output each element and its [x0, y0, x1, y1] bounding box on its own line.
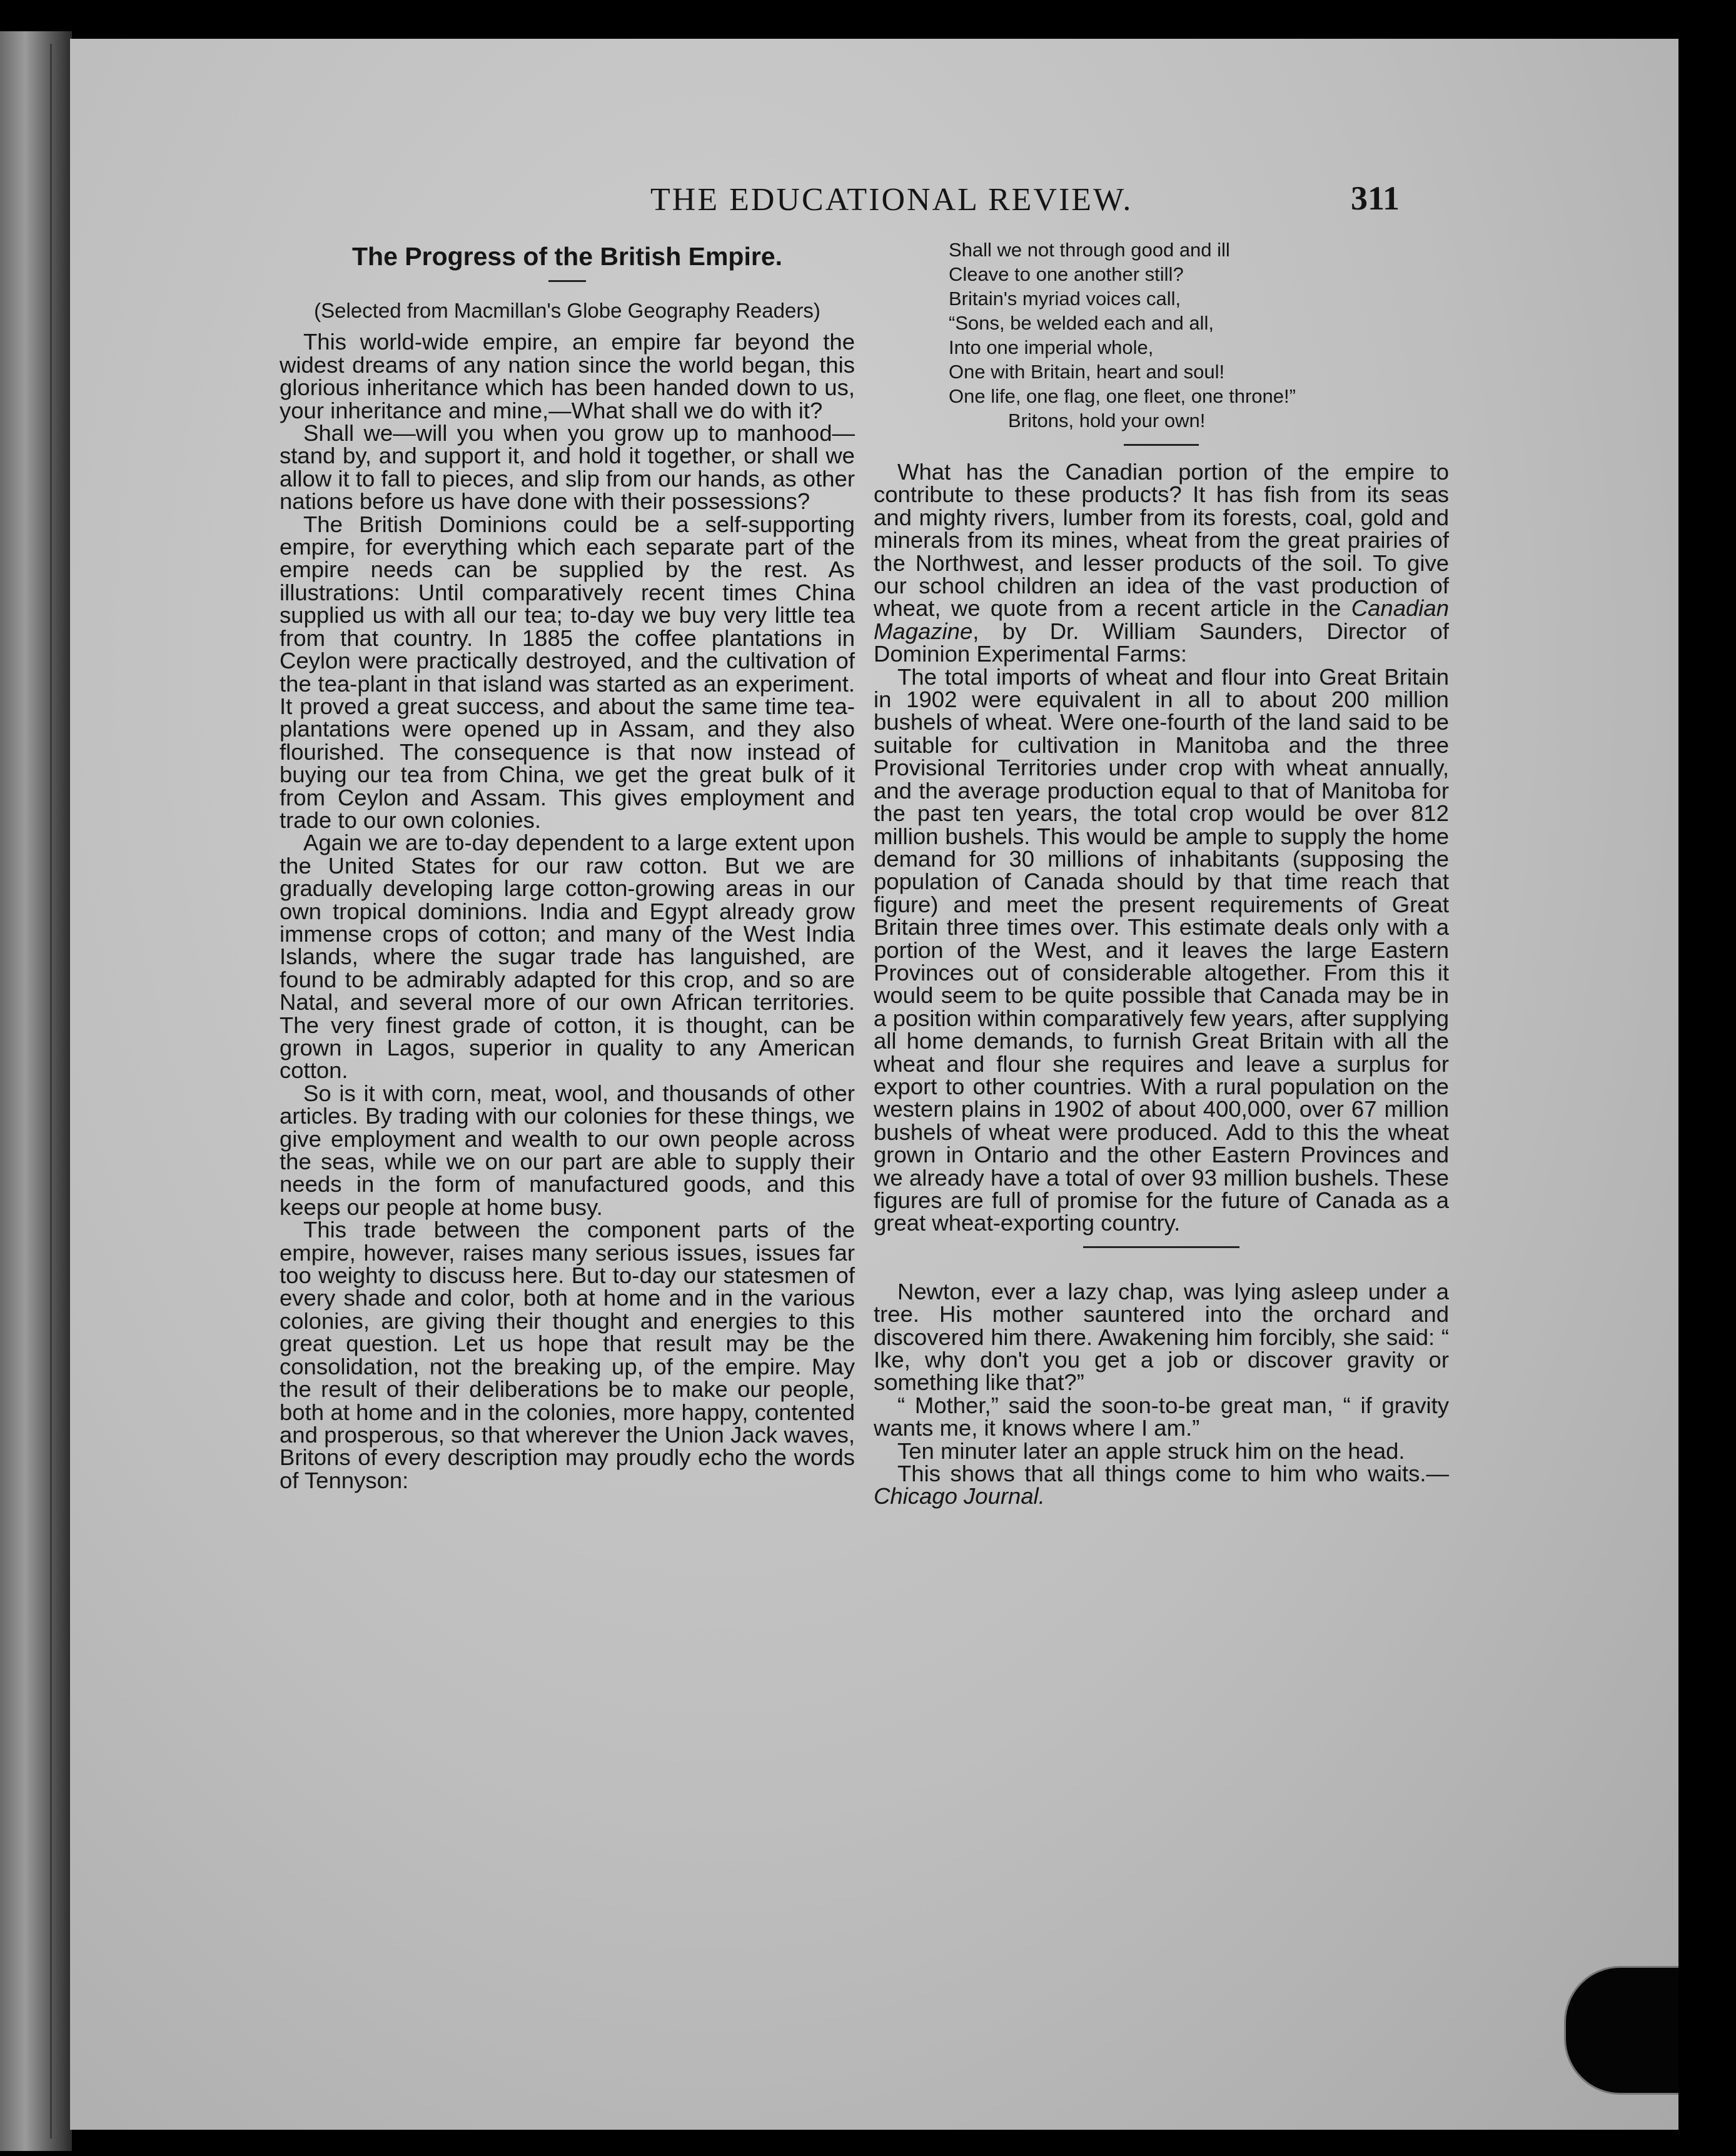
tennyson-poem: [949, 238, 1449, 433]
paragraph-text: , by Dr. William Saunders, Director of Dominion Experimental Farms:: [874, 618, 1449, 667]
paragraph: This world-wide empire, an empire far beyond the widest dreams of any nation since the world began, this glorious inheritance which has been handed down to us, your inheritance and mine,—What shall we do with it?: [280, 329, 855, 423]
poem-line: “Sons, be welded each and all,: [949, 312, 1214, 334]
journal-title: THE EDUCATIONAL REVIEW.: [650, 182, 1133, 218]
poem-line: Cleave to one another still?: [949, 263, 1184, 285]
paragraph: The total imports of wheat and flour into Great Britain in 1902 were equivalent in all to about 200 million bushels of wheat. Were one-fourth of the land said to be suitable for cultivation in Manitoba and the three Provisional Territories under crop with wheat annually, and the average production equal to that of Manitoba for the past ten years, the total crop would be over 812 million bushels. This would be ample to supply the home demand for 30 millions of inhabitants (supposing the population of Canada should by that time reach that figure) and meet the present requirements of Great Britain three times over. This estimate deals only with a portion of the West, and it leaves the large Eastern Provinces out of considerable altogether. From this it would seem to be quite possible that Canada may be in a position within comparatively few years, after supplying all home demands, to furnish Great Britain with all the wheat and flour she requires and leave a surplus for export to other countries. With a rural population on the western plains in 1902 of about 400,000, over 67 million bushels of wheat were produced. Add to this the wheat grown in Ontario and the other Eastern Provinces and we already have a total of over 93 million bushels. These figures are full of promise for the future of Canada as a great wheat-exporting country.: [874, 663, 1449, 1236]
left-page-edge: [0, 31, 72, 2151]
poem-closing-line: Britons, hold your own!: [1008, 410, 1206, 431]
paragraph: So is it with corn, meat, wool, and thousands of other articles. By trading with our colonies for these things, we give employment and wealth to our own people across the seas, while we on our part are able to supply their needs in the form of manufactured goods, and this keeps our people at home busy.: [280, 1080, 855, 1220]
poem-line: One life, one flag, one fleet, one throne!”: [949, 385, 1296, 407]
paragraph-text: What has the Canadian portion of the empire to contribute to these products? It has fish from its seas and mighty rivers, lumber from its forests, coal, gold and minerals from its mines, wheat from the great prairies of the Northwest, and lesser products of the soil. To give our school children an idea of the vast production of wheat, we quote from a recent article in the: [874, 459, 1449, 622]
paragraph: This trade between the component parts of the empire, however, raises many serious issues, issues far too weighty to discuss here. But to-day our statesmen of every shade and color, both at home and in the various colonies, are giving their thought and energies to this great question. Let us hope that result may be the consolidation, not the breaking up, of the empire. May the result of their deliberations be to make our people, both at home and in the colonies, more happy, contented and prosperous, so that wherever the Union Jack waves, Britons of every description may proudly echo the words of Tennyson:: [280, 1217, 855, 1493]
paragraph: [874, 1463, 1449, 1508]
paragraph: Ten minuter later an apple struck him on the head.: [897, 1438, 1405, 1464]
binding-line: [50, 44, 52, 2138]
title-rule: [548, 280, 586, 282]
section-divider: [1083, 1246, 1239, 1248]
poem-line: Shall we not through good and ill: [949, 239, 1230, 261]
paragraph: The British Dominions could be a self-supporting empire, for everything which each separate part of the empire needs can be supplied by the rest. As illustrations: Until comparatively recent times China supplied us with all our tea; to-day we buy very little tea from that country. In 1885 the coffee plantations in Ceylon were practically destroyed, and the cultivation of the tea-plant in that island was started as an experiment. It proved a great success, and about the same time tea-plantations were opened up in Assam, and they also flourished. The consequence is that now instead of buying our tea from China, we get the great bulk of it from Ceylon and Assam. This gives employment and trade to our own colonies.: [280, 511, 855, 833]
source-credit: Chicago Journal.: [874, 1483, 1045, 1509]
poem-line: One with Britain, heart and soul!: [949, 361, 1225, 383]
right-column: [874, 238, 1449, 1508]
magazine-name: Canadian Magazine: [874, 595, 1449, 644]
paragraph: “ Mother,” said the soon-to-be great man, “ if gravity wants me, it knows where I am.”: [874, 1392, 1449, 1441]
paragraph: Shall we—will you when you grow up to manhood—stand by, and support it, and hold it together, or shall we allow it to fall to pieces, and slip from our hands, as other nations before us have done with their possessions?: [280, 420, 855, 515]
paragraph: [874, 461, 1449, 666]
paragraph: Newton, ever a lazy chap, was lying asleep under a tree. His mother sauntered into the orchard and discovered him there. Awakening him forcibly, she said: “ Ike, why don't you get a job or discover gravity or something like that?”: [874, 1278, 1449, 1396]
thumb-shadow: [1564, 1966, 1678, 2095]
article-source: (Selected from Macmillan's Globe Geography Readers): [314, 299, 820, 322]
left-column: [280, 238, 855, 1492]
section-divider: [1124, 444, 1199, 446]
article-title: The Progress of the British Empire.: [351, 242, 783, 271]
paragraph-text: This shows that all things come to him who waits.—: [897, 1461, 1449, 1487]
page-number: 311: [1351, 179, 1400, 217]
paragraph: Again we are to-day dependent to a large extent upon the United States for our raw cotton. But we are gradually developing large cotton-growing areas in our own tropical dominions. India and Egypt already grow immense crops of cotton; and many of the West India Islands, where the sugar trade has languished, are found to be admirably adapted for this crop, and so are Natal, and several more of our own African territories. The very finest grade of cotton, it is thought, can be grown in Lagos, superior in quality to any American cotton.: [280, 830, 855, 1084]
poem-line: Britain's myriad voices call,: [949, 288, 1181, 310]
poem-line: Into one imperial whole,: [949, 336, 1154, 358]
